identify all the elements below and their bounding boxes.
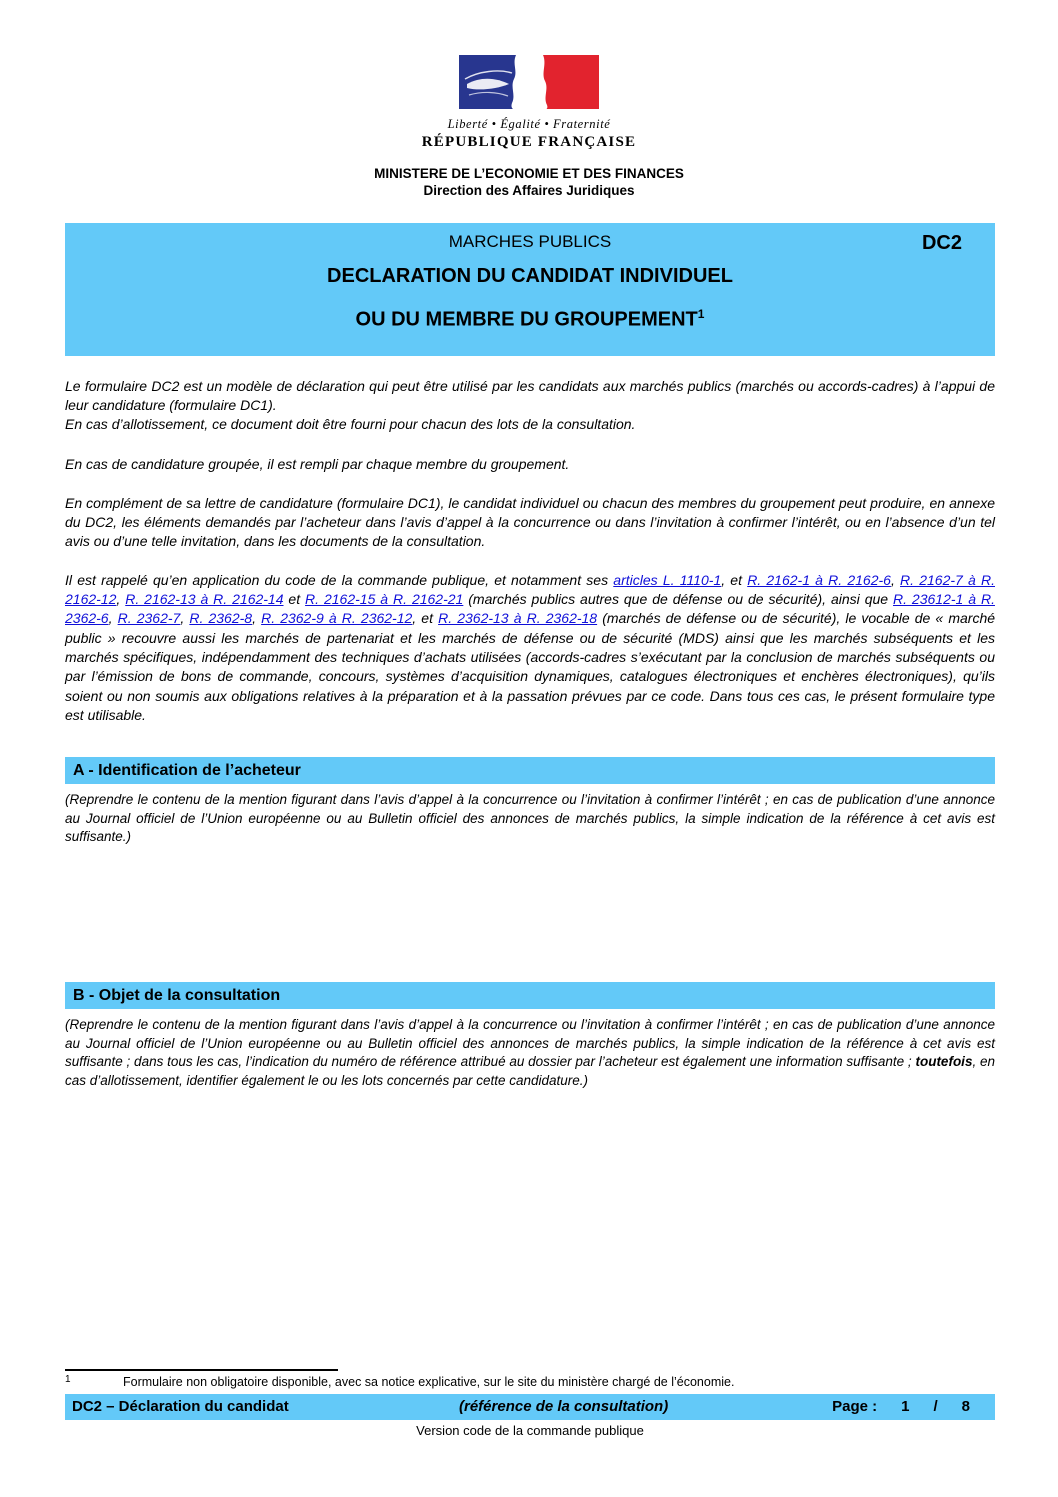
intro-paragraph-3: En complément de sa lettre de candidature (formulaire DC1), le candidat individuel ou chacun des membres du groupement peut produire, en annexe du DC2, les éléments demandés par l’acheteur dans l’avis d’appel à la concurrence ou dans l’invitation à confirmer l’intérêt, ou en l’absence d’un tel avis ou d’une telle invitation, dans les documents de la consultation. (65, 494, 995, 550)
paragraph-text: et (283, 591, 306, 608)
section-a-note: (Reprendre le contenu de la mention figurant dans l’avis d’appel à la concurrence ou l’invitation à confirmer l’intérêt ; en cas de publication d’une annonce au Journal officiel de l’Union européenne ou au Bulletin officiel des annonces de marchés publics, la simple indication de la référence à cet avis est suffisante.) (65, 792, 995, 844)
form-title-line2-text: OU DU MEMBRE DU GROUPEMENT (355, 308, 698, 331)
form-title-box (65, 223, 995, 356)
paragraph-text: , en cas d’allotissement, identifier également le ou les lots concernés par cette candidature.) (65, 1054, 995, 1088)
form-body (65, 377, 995, 1090)
form-title-line2 (65, 302, 995, 332)
law-article-link[interactable]: R. 2362-13 à R. 2362-18 (438, 610, 598, 627)
header-logo-block (0, 0, 1058, 151)
page-total: 8 (961, 1398, 970, 1415)
footer-pagination (832, 1394, 970, 1420)
paragraph-text: , et (721, 571, 748, 588)
page-label: Page : (832, 1398, 878, 1415)
intro-paragraph-1 (65, 377, 995, 435)
paragraph-text: (marchés de défense ou de sécurité), le vocable de « marché public » recouvre aussi les marchés de partenariat et les marchés de défense ou de sécurité (MDS) ainsi que les marchés subséquents et les marchés spécifiques, indépendamment des techniques d’achats utilisées (accords-cadres s’exécutant par la conclusion de marchés subséquents ou par l’émission de bons de commande, concours, systèmes d’acquisition dynamiques, catalogues électroniques et enchères électroniques), qu’ils soient ou non soumis aux obligations relatives à la préparation et à la passation prévues par ce code. Dans tous ces cas, le présent formulaire type est utilisable. (65, 610, 996, 723)
emphasis-text: toutefois (915, 1054, 973, 1070)
logo-republic-name: RÉPUBLIQUE FRANÇAISE (421, 134, 637, 150)
ministry-direction: Direction des Affaires Juridiques (423, 183, 635, 198)
law-article-link[interactable]: R. 23612-1 à R. 2362-6 (65, 591, 995, 627)
page-separator: / (933, 1398, 938, 1415)
paragraph-text: (marchés publics autres que de défense ou de sécurité), ainsi que (463, 591, 893, 608)
page-footer (65, 1369, 995, 1438)
section-b-note (65, 1016, 995, 1090)
intro-paragraph-1a: Le formulaire DC2 est un modèle de déclaration qui peut être utilisé par les candidats aux marchés publics (marchés ou accords-cadres) à l’appui de leur candidature (formulaire DC1). (65, 377, 995, 413)
title-footnote-ref: 1 (697, 307, 705, 321)
law-article-link[interactable]: R. 2362-9 à R. 2362-12 (261, 610, 413, 627)
paragraph-text: , (890, 571, 901, 588)
paragraph-text: , (108, 610, 118, 627)
logo-motto: Liberté • Égalité • Fraternité (447, 117, 611, 131)
intro-paragraph-2: En cas de candidature groupée, il est rempli par chaque membre du groupement. (65, 455, 570, 472)
footnote (65, 1374, 995, 1390)
paragraph-text: , (180, 610, 190, 627)
law-article-link[interactable]: R. 2162-1 à R. 2162-6 (747, 571, 891, 588)
law-article-link[interactable]: R. 2162-7 à R. 2162-12 (65, 571, 995, 608)
law-article-link[interactable]: R. 2162-13 à R. 2162-14 (125, 591, 284, 608)
form-code-badge: DC2 (921, 232, 962, 254)
law-article-link[interactable]: R. 2362-8 (189, 610, 253, 627)
republique-francaise-flag-icon (459, 55, 599, 109)
paragraph-text: , (116, 591, 126, 608)
footer-form-title: DC2 – Déclaration du candidat (72, 1398, 289, 1415)
footnote-separator-line (65, 1369, 338, 1371)
footer-bar (65, 1394, 995, 1420)
paragraph-text: (Reprendre le contenu de la mention figurant dans l’avis d’appel à la concurrence ou l’invitation à confirmer l’intérêt ; en cas de publication d’une annonce au Journal officiel de l’Union européenne ou au Bulletin officiel des annonces de marchés publics, la simple indication de la référence à cet avis est suffisante ; dans tous les cas, l’indication du numéro de référence attribué au dossier par l’acheteur est également une information suffisante ; (65, 1017, 995, 1070)
footnote-text: Formulaire non obligatoire disponible, avec sa notice explicative, sur le site du ministère chargé de l’économie. (123, 1375, 735, 1389)
section-a-heading: A - Identification de l’acheteur (65, 757, 995, 784)
paragraph-text: Il est rappelé qu’en application du code de la commande publique, et notamment ses (65, 571, 614, 588)
paragraph-text: , et (412, 610, 439, 627)
form-kicker: MARCHES PUBLICS (448, 232, 612, 251)
law-article-link[interactable]: articles L. 1110-1 (613, 571, 722, 588)
law-article-link[interactable]: R. 2162-15 à R. 2162-21 (305, 591, 464, 608)
section-b-heading: B - Objet de la consultation (65, 982, 995, 1009)
version-line: Version code de la commande publique (416, 1423, 644, 1438)
law-article-link[interactable]: R. 2362-7 (117, 610, 181, 627)
footer-consultation-reference: (référence de la consultation) (459, 1398, 669, 1415)
ministry-name: MINISTERE DE L’ECONOMIE ET DES FINANCES (374, 166, 684, 181)
intro-paragraph-1b: En cas d’allotissement, ce document doit être fourni pour chacun des lots de la consultation. (65, 416, 636, 433)
ministry-block (0, 165, 1058, 199)
form-title-line1: DECLARATION DU CANDIDAT INDIVIDUEL (327, 265, 733, 287)
page-number: 1 (901, 1398, 910, 1415)
footnote-ref: 1 (65, 1374, 71, 1385)
legal-reference-paragraph (65, 571, 995, 725)
paragraph-text: , (252, 610, 262, 627)
